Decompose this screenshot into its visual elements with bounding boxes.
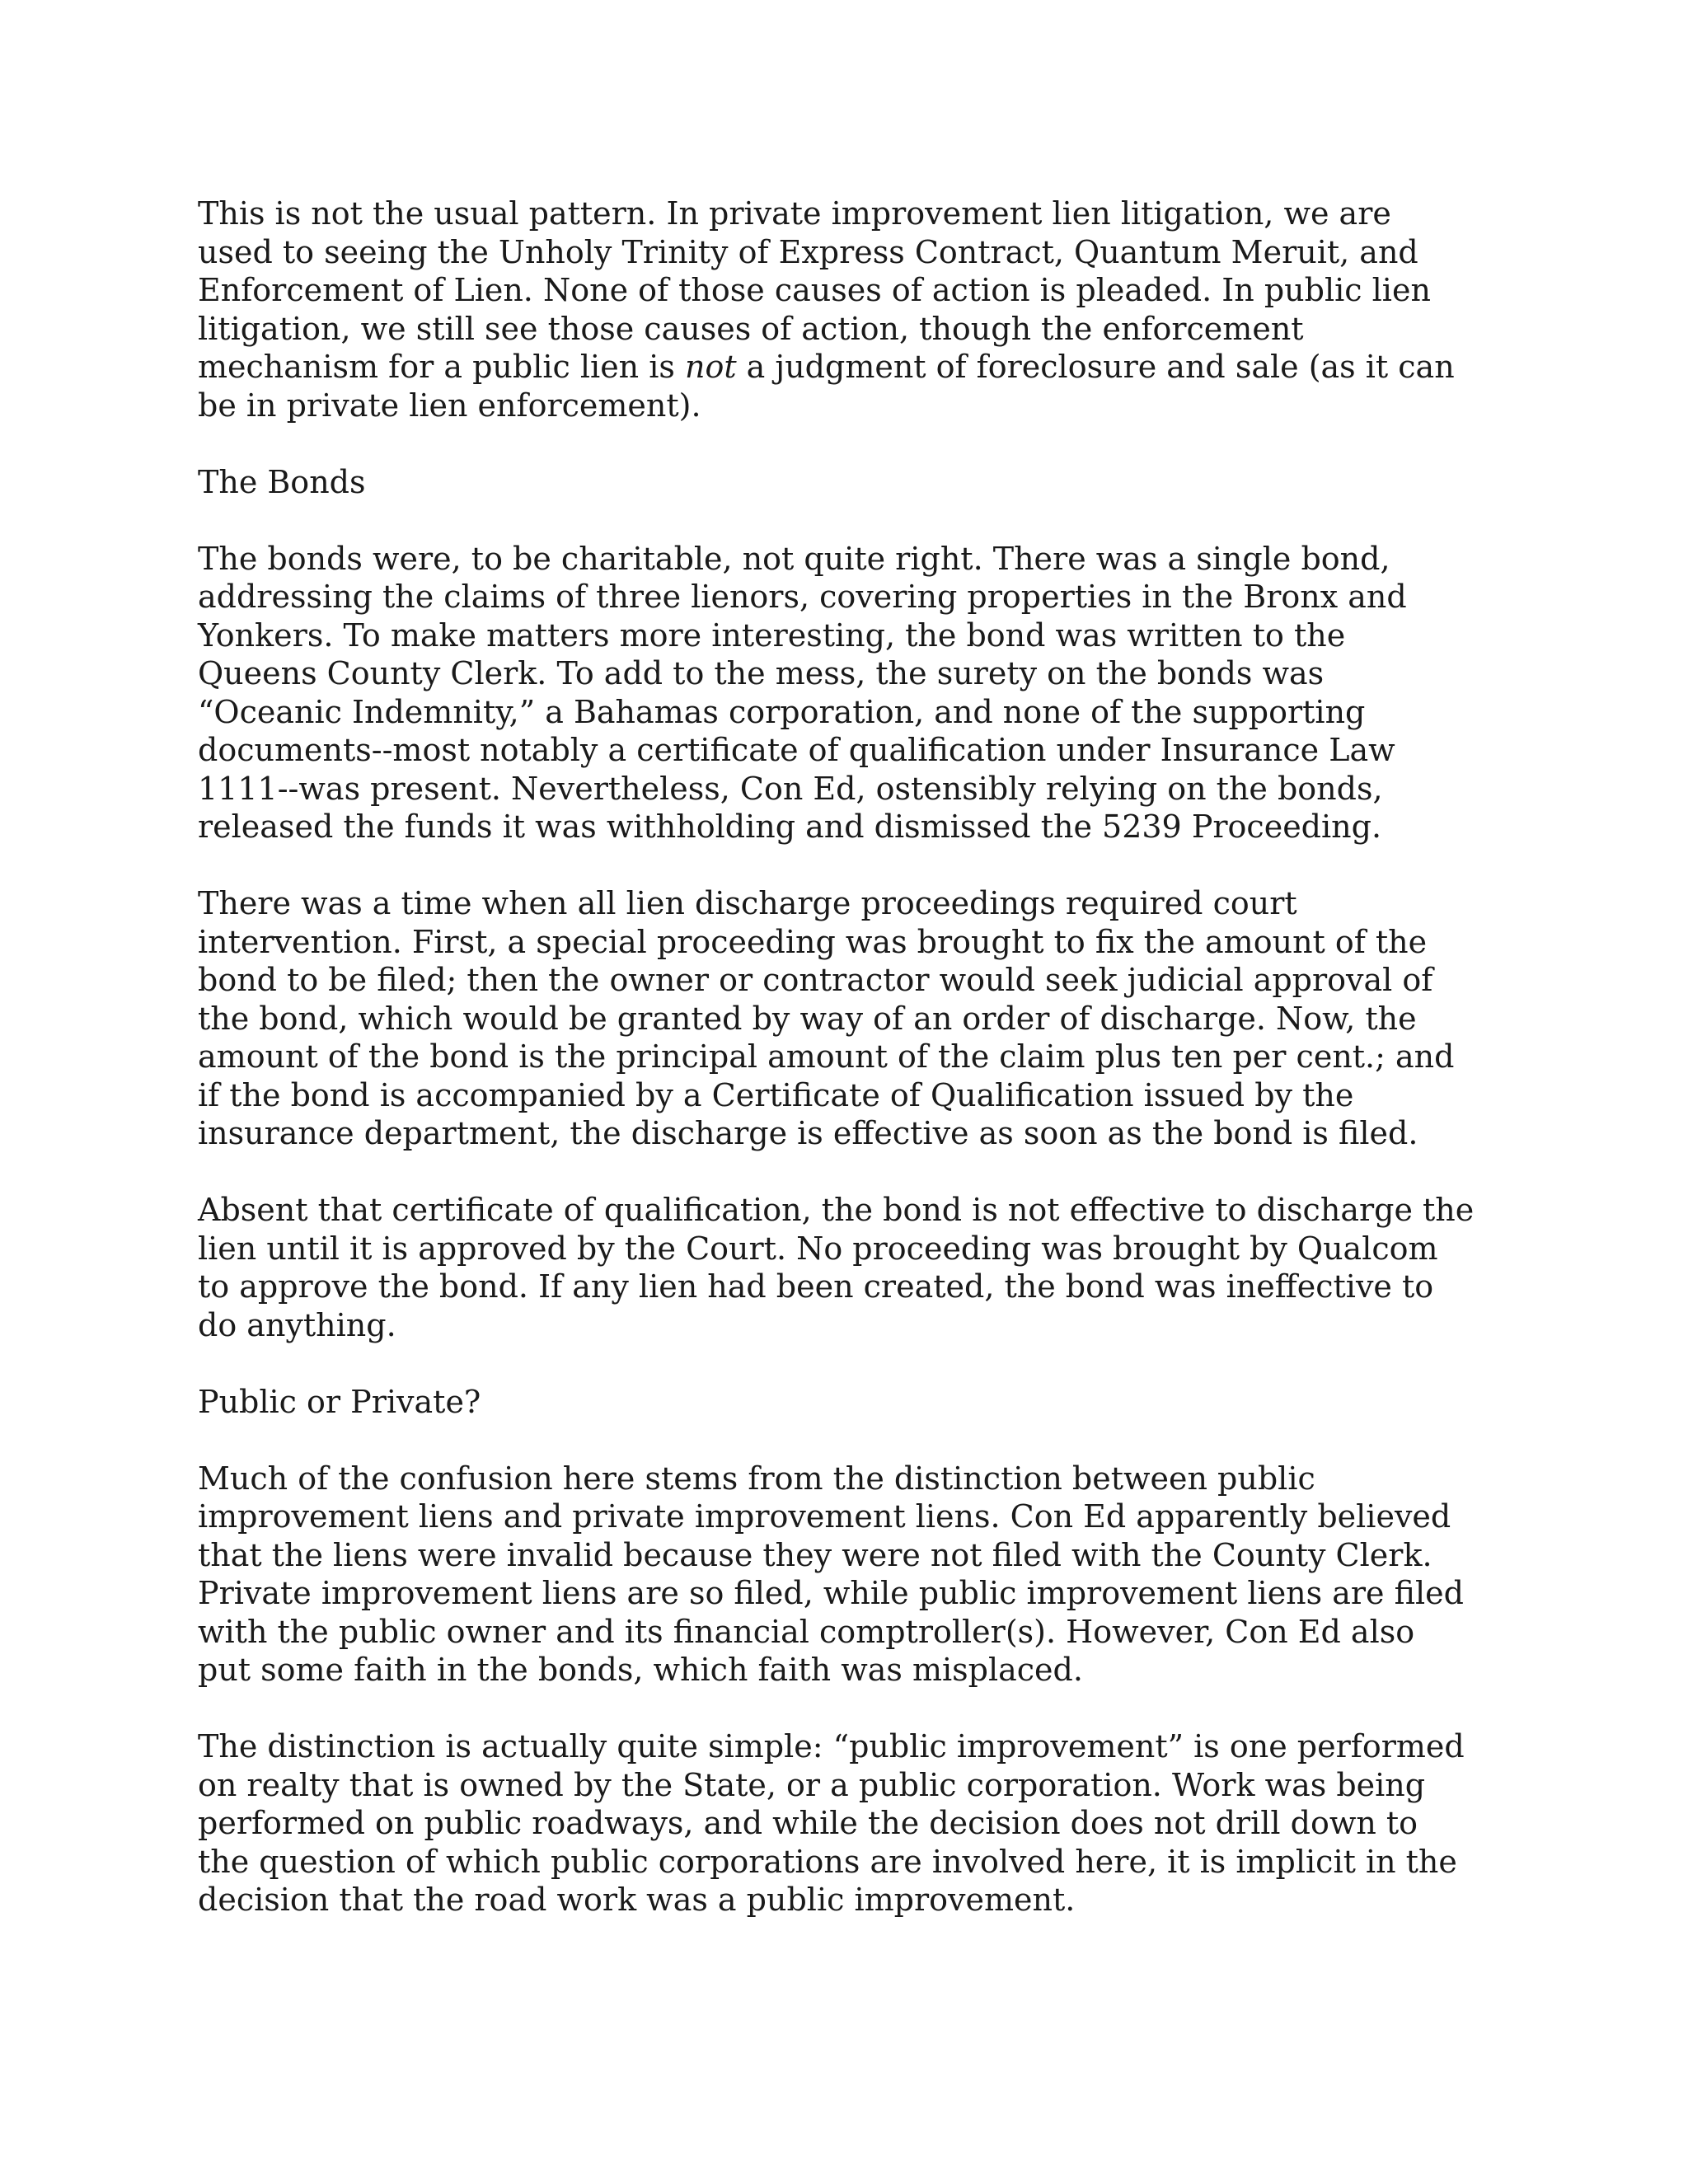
text-line: do anything. (198, 1306, 396, 1343)
emphasis-text: not (684, 349, 737, 385)
text-line: amount of the bond is the principal amount of the claim plus ten per cent.; and (198, 1038, 1455, 1075)
text-run: mechanism for a public lien is (198, 349, 685, 385)
section-heading-public-private: Public or Private? (198, 1383, 481, 1420)
text-line: if the bond is accompanied by a Certificate of Qualification issued by the (198, 1076, 1354, 1113)
paragraph-lien-discharge (198, 884, 1500, 1153)
text-line: documents--most notably a certificate of qualification under Insurance Law (198, 732, 1395, 768)
text-line: to approve the bond. If any lien had been created, the bond was ineffective to (198, 1268, 1434, 1305)
text-line (198, 348, 1500, 387)
text-line: Yonkers. To make matters more interesting, the bond was written to the (198, 616, 1346, 654)
text-line: The distinction is actually quite simple: “public improvement” is one performed (198, 1728, 1465, 1765)
text-line: used to seeing the Unholy Trinity of Express Contract, Quantum Meruit, and (198, 233, 1418, 270)
text-line: 1111--was present. Nevertheless, Con Ed, ostensibly relying on the bonds, (198, 770, 1383, 807)
text-line: This is not the usual pattern. In private improvement lien litigation, we are (198, 195, 1391, 232)
text-line: The bonds were, to be charitable, not quite right. There was a single bond, (198, 540, 1390, 577)
text-line: addressing the claims of three lienors, covering properties in the Bronx and (198, 579, 1407, 615)
text-line: lien until it is approved by the Court. No proceeding was brought by Qualcom (198, 1230, 1438, 1267)
text-line: Private improvement liens are so filed, while public improvement liens are filed (198, 1575, 1464, 1611)
document-page (198, 194, 1500, 1957)
text-line: Enforcement of Lien. None of those causes of action is pleaded. In public lien (198, 272, 1431, 308)
text-line: Queens County Clerk. To add to the mess, the surety on the bonds was (198, 655, 1325, 691)
text-line: There was a time when all lien discharge proceedings required court (198, 885, 1297, 921)
paragraph-confusion (198, 1460, 1500, 1690)
text-line: decision that the road work was a public improvement. (198, 1882, 1076, 1918)
paragraph-distinction (198, 1727, 1500, 1919)
text-line: improvement liens and private improvement liens. Con Ed apparently believed (198, 1498, 1451, 1535)
text-line: the question of which public corporations are involved here, it is implicit in the (198, 1843, 1457, 1880)
text-line: performed on public roadways, and while the decision does not drill down to (198, 1805, 1418, 1841)
paragraph-usual-pattern (198, 194, 1500, 424)
text-line: on realty that is owned by the State, or a public corporation. Work was being (198, 1766, 1426, 1803)
section-heading-bonds: The Bonds (198, 463, 366, 500)
text-line: insurance department, the discharge is effective as soon as the bond is filed. (198, 1115, 1418, 1151)
text-line: Much of the confusion here stems from the distinction between public (198, 1460, 1315, 1497)
text-line: be in private lien enforcement). (198, 387, 701, 424)
text-line: put some faith in the bonds, which faith was misplaced. (198, 1652, 1083, 1688)
text-line: bond to be filed; then the owner or contractor would seek judicial approval of (198, 962, 1433, 998)
text-line: intervention. First, a special proceeding was brought to fix the amount of the (198, 923, 1428, 960)
text-line: Absent that certificate of qualification, the bond is not effective to discharge the (198, 1192, 1475, 1228)
paragraph-bonds (198, 540, 1500, 846)
text-line: released the funds it was withholding and dismissed the 5239 Proceeding. (198, 808, 1382, 845)
text-line: “Oceanic Indemnity,” a Bahamas corporation, and none of the supporting (198, 693, 1366, 730)
text-line: litigation, we still see those causes of action, though the enforcement (198, 310, 1304, 347)
text-line: the bond, which would be granted by way of an order of discharge. Now, the (198, 1000, 1417, 1037)
text-run: a judgment of foreclosure and sale (as it can (736, 349, 1455, 385)
text-line: with the public owner and its financial comptroller(s). However, Con Ed also (198, 1613, 1415, 1650)
text-line: that the liens were invalid because they were not filed with the County Clerk. (198, 1536, 1432, 1573)
paragraph-certificate (198, 1191, 1500, 1344)
